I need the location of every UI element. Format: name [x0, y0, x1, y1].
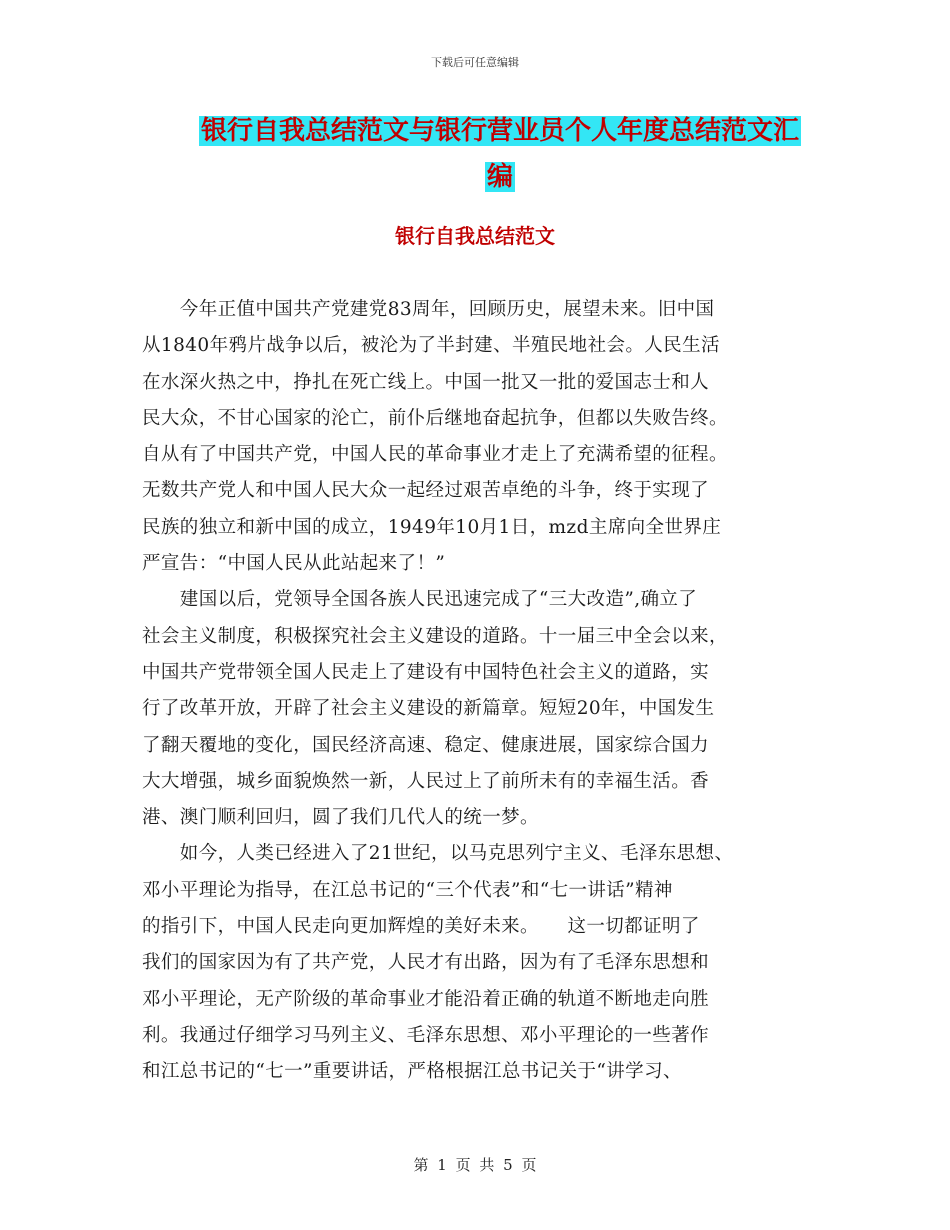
text-line: 民大众，不甘心国家的沦亡，前仆后继地奋起抗争，但都以失败告终。 [142, 407, 728, 429]
text-line: 行了改革开放，开辟了社会主义建设的新篇章。短短20年，中国发生 [142, 698, 715, 720]
text-line: 如今，人类已经进入了21世纪，以马克思列宁主义、毛泽东思想、 [142, 843, 734, 865]
document-title [150, 108, 850, 200]
document-title-line-1: 银行自我总结范文与银行营业员个人年度总结范文汇 [200, 116, 799, 146]
text-line: 社会主义制度，积极探究社会主义建设的道路。十一届三中全会以来， [142, 625, 728, 647]
text-line: 从1840年鸦片战争以后，被沦为了半封建、半殖民地社会。人民生活 [142, 335, 720, 357]
text-line: 港、澳门顺利回归，圆了我们几代人的统一梦。 [142, 807, 539, 829]
page-footer: 第 1 页 共 5 页 [413, 1156, 537, 1174]
text-line: 和江总书记的“七一”重要讲话，严格根据江总书记关于“讲学习、 [142, 1061, 682, 1083]
text-line: 严宣告：“中国人民从此站起来了！” [142, 553, 446, 575]
text-line: 我们的国家因为有了共产党，人民才有出路，因为有了毛泽东思想和 [142, 952, 710, 974]
text-line: 利。我通过仔细学习马列主义、毛泽东思想、邓小平理论的一些著作 [142, 1024, 710, 1046]
text-line: 大大增强，城乡面貌焕然一新，人民过上了前所未有的幸福生活。香 [142, 770, 710, 792]
text-line: 中国共产党带领全国人民走上了建设有中国特色社会主义的道路，实 [142, 661, 710, 683]
text-line: 在水深火热之中，挣扎在死亡线上。中国一批又一批的爱国志士和人 [142, 371, 710, 393]
text-line: 邓小平理论，无产阶级的革命事业才能沿着正确的轨道不断地走向胜 [142, 988, 710, 1010]
text-line: 无数共产党人和中国人民大众一起经过艰苦卓绝的斗争，终于实现了 [142, 480, 710, 502]
body-text [142, 292, 814, 1091]
document-title-line-2: 编 [486, 162, 513, 192]
text-line: 自从有了中国共产党，中国人民的革命事业才走上了充满希望的征程。 [142, 444, 728, 466]
text-line: 民族的独立和新中国的成立，1949年10月1日，mzd主席向全世界庄 [142, 516, 722, 538]
section-title: 银行自我总结范文 [395, 224, 555, 248]
text-line: 今年正值中国共产党建党83周年，回顾历史，展望未来。旧中国 [142, 299, 715, 320]
text-line: 的指引下，中国人民走向更加辉煌的美好未来。 这一切都证明了 [142, 916, 700, 938]
text-line: 了翻天覆地的变化，国民经济高速、稳定、健康进展，国家综合国力 [142, 734, 710, 756]
header-note: 下载后可任意编辑 [431, 56, 519, 69]
text-line: 建国以后，党领导全国各族人民迅速完成了“三大改造”,确立了 [142, 589, 698, 611]
text-line: 邓小平理论为指导，在江总书记的“三个代表”和“七一讲话”精神 [142, 879, 673, 901]
